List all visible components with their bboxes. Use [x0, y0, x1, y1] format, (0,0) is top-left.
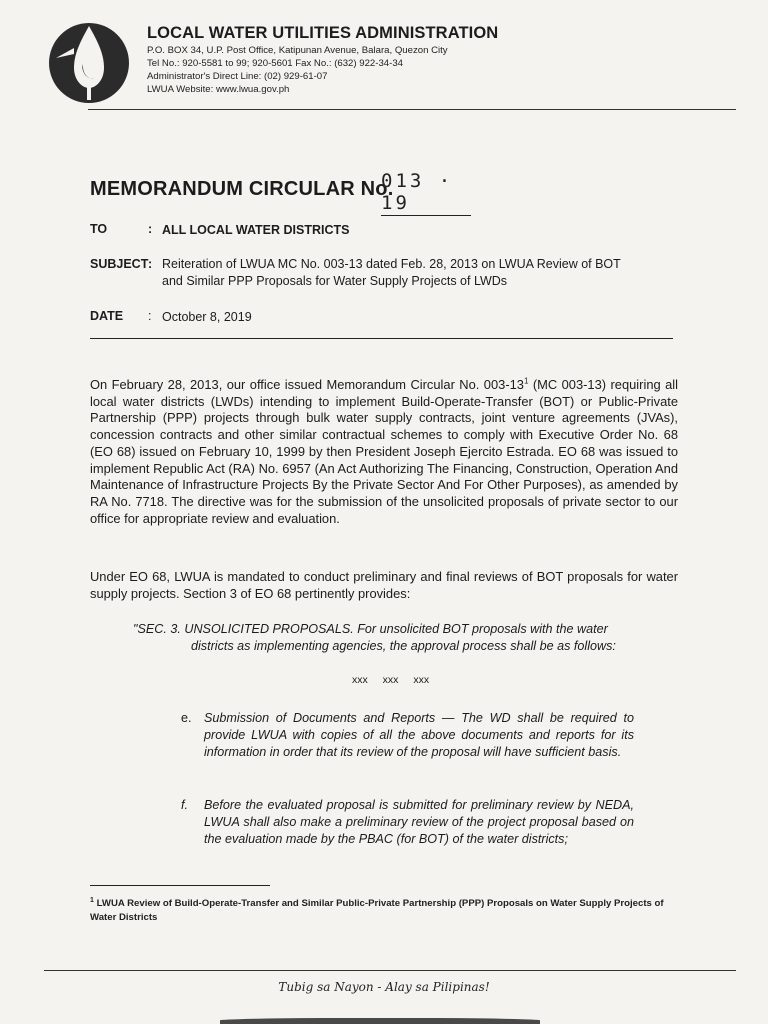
quote-intro-line-1: "SEC. 3. UNSOLICITED PROPOSALS. For unsolicited BOT proposals with the water [133, 622, 608, 636]
footnote [90, 894, 680, 925]
omission-marker: xxx xxx xxx [352, 674, 430, 686]
phone-line: Tel No.: 920-5581 to 99; 920-5601 Fax No.: (632) 922-34-34 [147, 58, 403, 69]
to-value: ALL LOCAL WATER DISTRICTS [162, 223, 350, 237]
direct-line: Administrator's Direct Line: (02) 929-61-07 [147, 71, 328, 82]
date-label: DATE [90, 309, 124, 323]
date-value: October 8, 2019 [162, 310, 252, 324]
subject-value [162, 256, 702, 290]
to-label: TO [90, 222, 108, 236]
subject-colon: : [148, 257, 153, 271]
header-divider [90, 338, 673, 339]
quote-intro-rest: districts as implementing agencies, the approval process shall be as follows: [191, 639, 616, 653]
paragraph-1-start: On February 28, 2013, our office issued Memorandum Circular No. 003-13 [90, 377, 524, 392]
org-name: LOCAL WATER UTILITIES ADMINISTRATION [147, 24, 499, 42]
footnote-ref: 1 [523, 376, 529, 386]
to-colon: : [148, 222, 153, 236]
memo-number: 013 · 19 [381, 170, 471, 216]
item-f-marker: f. [181, 798, 188, 812]
paragraph-1-rest: (MC 003-13) requiring all local water districts (LWDs) intending to implement Build-Operate-Transfer (BOT) or Public-Private Partnership (PPP) projects through bulk water supply contracts, joint venture agreements (JVAs), concession contracts and other similar contractual schemes to comply with Executive Order No. 68 (EO 68) issued on February 10, 1999 by then President Joseph Ejercito Estrada. EO 68 was issued to implement Republic Act (RA) No. 6957 (An Act Authorizing The Financing, Construction, Operation And Maintenance of Infrastructure Projects By the Private Sector And For Other Purposes), as amended by RA No. 7718. The directive was for the submission of the unsolicited proposals of private sector to our office for appropriate review and evaluation. [90, 377, 678, 526]
subject-label: SUBJECT [90, 257, 149, 271]
quote-intro [133, 621, 633, 655]
footer-tagline: Tubig sa Nayon - Alay sa Pilipinas! [278, 980, 490, 994]
footer-divider [44, 970, 736, 971]
footnote-marker: 1 [90, 897, 94, 904]
paragraph-2: Under EO 68, LWUA is mandated to conduct preliminary and final reviews of BOT proposals for water supply projects. Section 3 of EO 68 pertinently provides: [90, 569, 678, 601]
website-line: LWUA Website: www.lwua.gov.ph [147, 84, 290, 95]
subject-line-2: and Similar PPP Proposals for Water Supply Projects of LWDs [162, 274, 508, 288]
footnote-text: LWUA Review of Build-Operate-Transfer and Similar Public-Private Partnership (PPP) Proposals on Water Supply Projects of Water Districts [90, 898, 664, 924]
letterhead-divider [88, 109, 736, 110]
item-e-marker: e. [181, 711, 192, 725]
paragraph-1 [90, 377, 678, 527]
date-colon: : [148, 309, 152, 323]
subject-line-1: Reiteration of LWUA MC No. 003-13 dated Feb. 28, 2013 on LWUA Review of BOT [162, 257, 621, 271]
lwua-logo-icon [44, 18, 134, 108]
item-e-text: Submission of Documents and Reports — The WD shall be required to provide LWUA with copies of all the above documents and reports for its information in order that its review of the proposal will have sufficient basis. [204, 711, 634, 759]
footnote-divider [90, 885, 270, 886]
memo-title: MEMORANDUM CIRCULAR No. [90, 178, 394, 200]
item-f-text: Before the evaluated proposal is submitted for preliminary review by NEDA, LWUA shall also make a preliminary review of the project proposal based on the evaluation made by the PBAC (for BOT) of the water districts; [204, 798, 634, 846]
address-line: P.O. BOX 34, U.P. Post Office, Katipunan Avenue, Balara, Quezon City [147, 45, 448, 56]
page-edge-shadow [220, 1018, 540, 1024]
